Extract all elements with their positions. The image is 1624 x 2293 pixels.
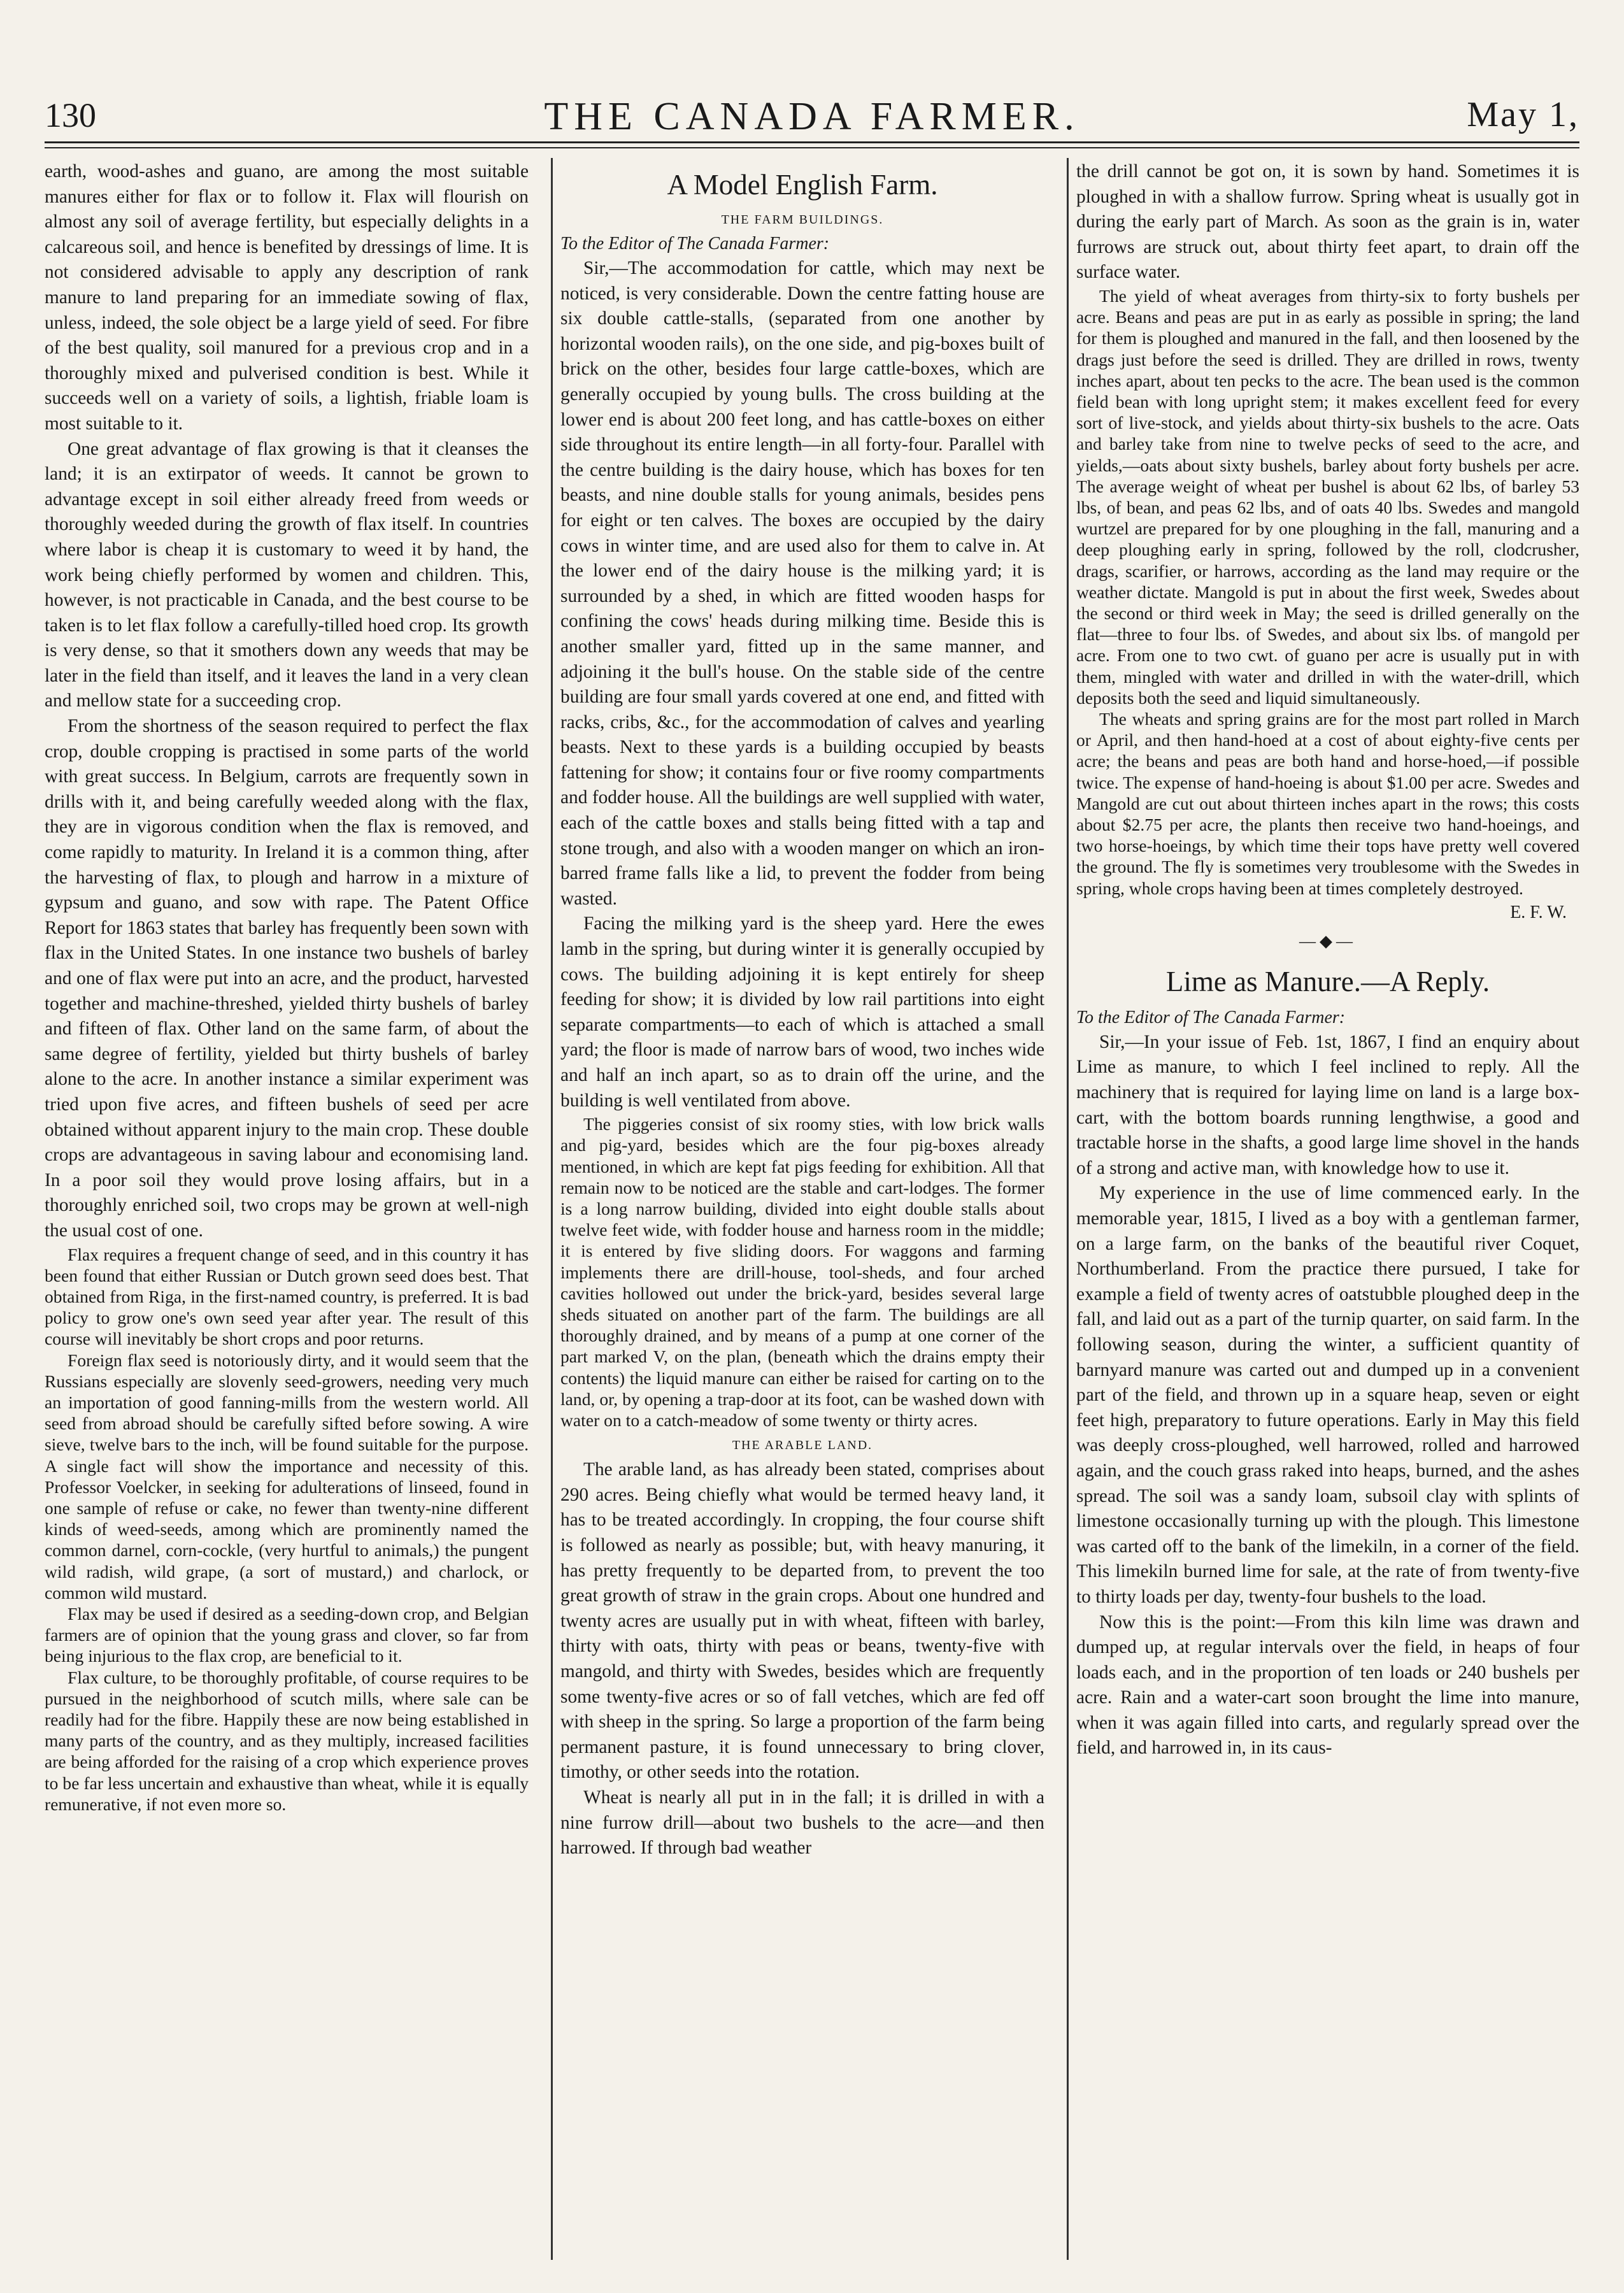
paragraph: the drill cannot be got on, it is sown by hand. Sometimes it is ploughed in with a shallow furrow. Spring wheat is usually got in during the early part of March. As soon as the grain is in, water furrows are struck out, about thirty feet apart, to drain off the surface water. [1076, 161, 1579, 283]
paragraph: The yield of wheat averages from thirty-six to forty bushels per acre. Beans and peas are put in as early as possible in spring; the land for them is ploughed and manured in the fall, and then loosened by the drags just before the seed is drilled. They are drilled in rows, twenty inches apart, about ten pecks to the acre. The bean used is the common field bean with long upright stem; it makes excellent feed for every sort of live-stock, and yields about thirty-six bushels to the acre. Oats and barley take from nine to twelve pecks of seed to the acre, and yields,—oats about sixty bushels, barley about forty bushels per acre. The average weight of wheat per bushel is about 62 lbs, of barley 53 lbs, of bean, and peas 62 lbs, and of oats 40 lbs. Swedes and mangold wurtzel are prepared for by one ploughing in the fall, manuring and a deep ploughing early in spring, followed by the roll, clodcrusher, drags, scarifier, or harrows, according as the land may require or the weather dictate. Mangold is put in about the first week, Swedes about the second or third week in May; the seed is drilled generally on the flat—three to four lbs. of Swedes, and about six lbs. of mangold per acre. From one to two cwt. of guano per acre is usually put in with them, mingled with water and drilled in with the water-drill, which deposits both the seed and liquid simultaneously. [1076, 285, 1579, 708]
paragraph: Now this is the point:—From this kiln lime was drawn and dumped up, at regular intervals over the field, in heaps of four loads each, and in the proportion of ten loads or 240 bushels per acre. Rain and a water-cart soon brought the lime into manure, when it was again filled into carts, and regularly spread over the field, and harrowed in, in its caus- [1076, 1611, 1579, 1759]
salutation: To the Editor of The Canada Farmer: [1076, 1007, 1346, 1027]
paragraph: Flax requires a frequent change of seed, and in this country it has been found that either Russian or Dutch grown seed does best. That obtained from Riga, in the first-named country, is preferred. It is bad policy to grow one's own seed year after year. The result of this course will inevitably be short crops and poor returns. [45, 1244, 529, 1349]
page-number: 130 [45, 96, 96, 134]
section-subheading: THE ARABLE LAND. [732, 1438, 873, 1453]
column-flax-culture [45, 159, 529, 2274]
paragraph: Facing the milking yard is the sheep yard. Here the ewes lamb in the spring, but during winter it is generally occupied by cows. The building adjoining it is kept entirely for sheep feeding for show; it is divided by low rail partitions into eight separate compartments—to each of which is attached a small yard; the floor is made of narrow bars of wood, two inches wide and half an inch apart, so as to drain off the urine, and the building is well ventilated from above. [560, 913, 1044, 1111]
paragraph: Sir,—The accommodation for cattle, which may next be noticed, is very considerable. Down the centre fatting house are six double cattle-stalls, (separated from one another by horizontal wooden rails), on the one side, and pig-boxes built of brick on the other, besides four large cattle-boxes, which are generally occupied by young bulls. The cross building at the lower end is about 200 feet long, and has cattle-boxes on either side throughout its entire length—in all forty-four. Parallel with the centre building is the dairy house, which has boxes for ten beasts, and nine double stalls for young animals, besides pens for eight or ten calves. The boxes are occupied by the dairy cows in winter time, and are used also for them to calve in. At the lower end of the dairy house is the milking yard; it is surrounded by a shed, in which are fitted wooden hasps for confining the cows' heads during milking time. Beside this is another smaller yard, fitted up in the same manner, and adjoining it the bull's house. On the stable side of the centre building are four small yards covered at one end, and fitted with racks, cribs, &c., for the accommodation of calves and yearling beasts. Next to these yards is a building occupied by beasts fattening for show; it contains four or five roomy compartments and fodder house. All the buildings are well supplied with water, each of the cattle boxes and stalls being fitted with a tap and stone trough, and also with a wooden manger on which an iron-barred frame falls like a lid, to prevent the fodder from being wasted. [560, 258, 1044, 909]
ornament-divider: —◆— [1299, 931, 1357, 950]
paragraph: The wheats and spring grains are for the most part rolled in March or April, and then hand-hoed at a cost of about eighty-five cents per acre; the beans and peas are both hand and horse-hoed,—if possible twice. The expense of hand-hoeing is about $1.00 per acre. Swedes and Mangold are cut out about thirteen inches apart in the rows; this costs about $2.75 per acre, the plants then receive two hand-hoeings, and two horse-hoeings, by which time their tops have pretty well covered the ground. The fly is sometimes very troublesome with the Swedes in spring, whole crops having been at times completely destroyed. [1076, 709, 1579, 898]
section-subheading: THE FARM BUILDINGS. [721, 213, 884, 227]
paragraph: Sir,—In your issue of Feb. 1st, 1867, I find an enquiry about Lime as manure, to which I feel inclined to reply. All the machinery that is required for laying lime on land is a large box-cart, with the bottom boards running lengthwise, a good and tractable horse in the shafts, a good large lime shovel in the hands of a strong and active man, with knowledge how to use it. [1076, 1031, 1579, 1178]
issue-date: May 1, [1467, 95, 1579, 134]
column-divider [551, 158, 553, 2260]
paragraph: Flax culture, to be thoroughly profitable, of course requires to be pursued in the neighborhood of scutch mills, where sale can be readily had for the fibre. Happily these are now being established in many parts of the country, and as they multiply, increased facilities are being afforded for the raising of a crop which experience proves to be far less uncertain and exhaustive than wheat, while it is equally remunerative, if not even more so. [45, 1667, 529, 1814]
paragraph: The piggeries consist of six roomy sties, with low brick walls and pig-yard, besides which are the four pig-boxes already mentioned, in which are kept fat pigs feeding for exhibition. All that remain now to be noticed are the stable and cart-lodges. The former is a long narrow building, divided into eight double stalls about twelve feet wide, with fodder house and harness room in the middle; it is entered by five sliding doors. For waggons and farming implements there are drill-house, tool-sheds, and four arched cavities hollowed out under the brick-yard, besides several large sheds situated on another part of the farm. The buildings are all thoroughly drained, and by means of a pump at one corner of the part marked V, on the plan, (beneath which the drains empty their contents) the liquid manure can either be raised for carting on to the land, or, by opening a trap-door at its foot, can be washed down with water on to a catch-meadow of some twenty or thirty acres. [560, 1114, 1044, 1431]
paragraph: The arable land, as has already been stated, comprises about 290 acres. Being chiefly what would be termed heavy land, it has to be treated accordingly. In cropping, the four course shift is followed as nearly as possible; but, with heavy manuring, it has pretty frequently to be departed from, to prevent the too great growth of straw in the grain crops. About one hundred and twenty acres are usually put in with wheat, fifteen with barley, thirty with oats, thirty with peas or beans, twenty-five with mangold, and thirty with Swedes, besides which are frequently some twenty-five acres or so of fall vetches, which are fed off with sheep in the spring. So large a proportion of the farm being permanent pasture, it is found unnecessary to bring clover, timothy, or other seeds into the rotation. [560, 1459, 1044, 1783]
paragraph: earth, wood-ashes and guano, are among the most suitable manures either for flax or to follow it. Flax will flourish on almost any soil of average fertility, but especially delights in a calcareous soil, and hence is benefited by dressings of lime. It is not considered advisable to apply any description of rank manure to land preparing for an immediate sowing of flax, unless, indeed, the sole object be a large yield of seed. For fibre of the best quality, soil manured for a previous crop and in a thoroughly mixed and pulverised condition is best. While it succeeds well on a variety of soils, a lightish, friable loam is most suitable to it. [45, 161, 529, 434]
salutation: To the Editor of The Canada Farmer: [560, 234, 830, 254]
paragraph: From the shortness of the season required to perfect the flax crop, double cropping is practised in some parts of the world with great success. In Belgium, carrots are frequently sown in drills with it, and being carefully weeded along with the flax, they are in vigorous condition when the flax is removed, and come rapidly to maturity. In Ireland it is a common thing, after the harvesting of flax, to plough and harrow in a mixture of gypsum and guano, and sow with rape. The Patent Office Report for 1863 states that barley has frequently been sown with flax in the United States. In one instance two bushels of barley and one of flax were put into an acre, and the product, harvested together and machine-threshed, yielded thirty bushels of barley and fifteen of flax. Other land on the same farm, of about the same degree of fertility, yielded but thirty bushels of barley alone to the acre. In another instance a similar experiment was tried upon five acres, and fifteen bushels of seed per acre obtained without apparent injury to the main crop. These double crops are advantageous in saving labour and economising land. In a poor soil they would prove losing affairs, but in a thoroughly enriched soil, two crops may be grown at well-nigh the usual cost of one. [45, 716, 529, 1241]
column-model-english-farm [560, 159, 1044, 2274]
author-signature: E. F. W. [1510, 902, 1567, 922]
paragraph: Flax may be used if desired as a seeding-down crop, and Belgian farmers are of opinion that the young grass and clover, so far from being injurious to the flax crop, are beneficial to it. [45, 1603, 529, 1666]
column-divider [1067, 158, 1069, 2260]
article-title: Lime as Manure.—A Reply. [1165, 965, 1490, 997]
paragraph: One great advantage of flax growing is that it cleanses the land; it is an extirpator of weeds. It cannot be grown to advantage except in soil either already freed from weeds or thoroughly weeded during the growth of flax itself. In countries where labor is cheap it is customary to weed it by hand, the work being chiefly performed by women and children. This, however, is not practicable in Canada, and the best course to be taken is to let flax follow a carefully-tilled hoed crop. Its growth is very dense, so that it smothers down any weeds that may be later in the field than itself, and it leaves the land in a very clean and mellow state for a succeeding crop. [45, 438, 529, 711]
paragraph: My experience in the use of lime commenced early. In the memorable year, 1815, I lived as a boy with a gentleman farmer, on a large farm, on the banks of the beautiful river Coquet, Northumberland. From the practice there pursued, I take for example a field of twenty acres of oatstubble ploughed deep in the fall, and laid out as a part of the turnip quarter, on said farm. In the following season, during the winter, a sufficient quantity of barnyard manure was carted out and dumped up in a convenient part of the field, and thrown up in a square heap, seven or eight feet high, preparatory to future operations. Early in May this field was deeply cross-ploughed, well harrowed, rolled and harrowed again, and the couch grass raked into heaps, burned, and the ashes spread. The soil was a sandy loam, subsoil clay with splints of limestone occasionally turning up with the plough. This limestone was carted off to the bank of the limekiln, in a corner of the field. This limekiln burned lime for sale, at the rate of from twenty-five to thirty loads per day, twenty-four bushels to the load. [1076, 1183, 1579, 1607]
paragraph: Foreign flax seed is notoriously dirty, and it would seem that the Russians especially are slovenly seed-growers, needing very much an importation of good fanning-mills from the western world. All seed from abroad should be carefully sifted before sowing. A wire sieve, twelve bars to the inch, will be found suitable for the purpose. A single fact will show the importance and necessity of this. Professor Voelcker, in seeking for adulterations of linseed, found in one sample of refuse or cake, no fewer than twenty-nine different kinds of weed-seeds, among which are prominently named the common darnel, corn-cockle, (very hurtful to animals,) the pungent wild radish, wild grape, (a sort of mustard,) and charlock, or common wild mustard. [45, 1350, 529, 1603]
journal-title: THE CANADA FARMER. [544, 95, 1080, 138]
header-rule [45, 141, 1579, 143]
column-lime-as-manure [1076, 159, 1579, 2274]
header-rule-thin [45, 147, 1579, 148]
paragraph: Wheat is nearly all put in in the fall; it is drilled in with a nine furrow drill—about two bushels to the acre—and then harrowed. If through bad weather [560, 1787, 1044, 1859]
article-title: A Model English Farm. [667, 169, 938, 201]
